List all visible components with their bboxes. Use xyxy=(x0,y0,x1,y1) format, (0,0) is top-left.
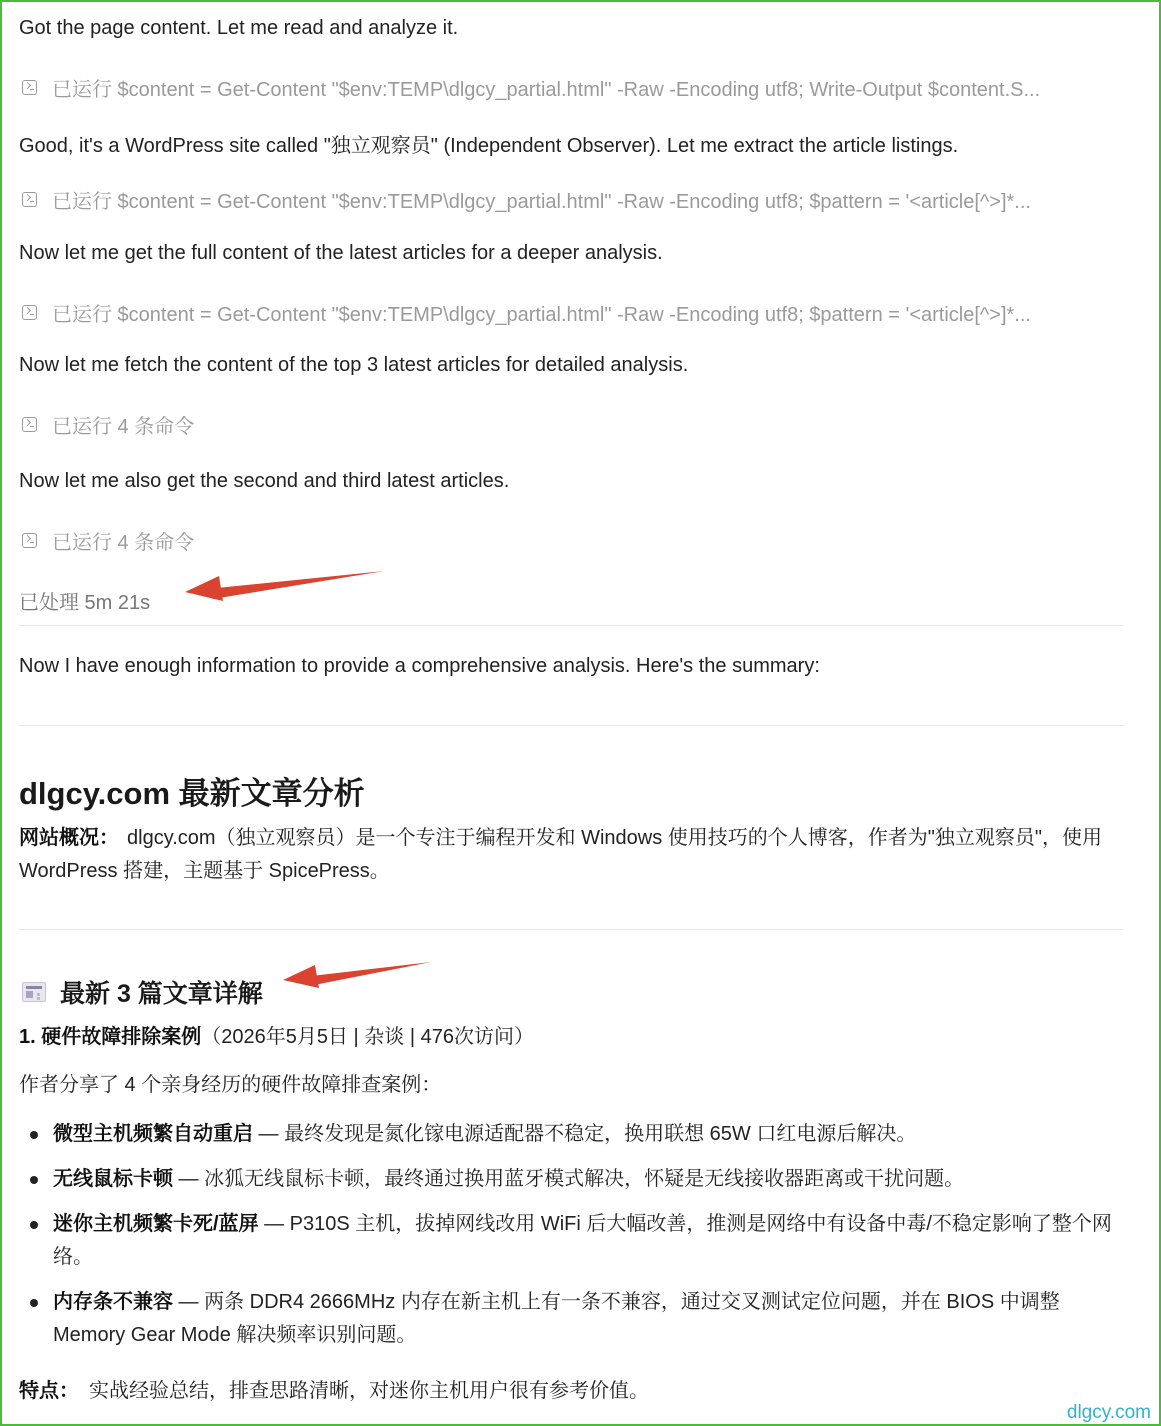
annotation-arrow xyxy=(185,568,385,602)
article-title: 1. 硬件故障排除案例 xyxy=(19,1026,202,1048)
divider xyxy=(19,725,1123,726)
article-meta: （2026年5月5日 | 杂谈 | 476次访问） xyxy=(201,1026,534,1048)
assistant-message: Got the page content. Let me read and analyze it. xyxy=(19,17,459,39)
command-row[interactable] xyxy=(22,185,1031,214)
item-text: — 冰狐无线鼠标卡顿，最终通过换用蓝牙模式解决，怀疑是无线接收器距离或干扰问题。 xyxy=(173,1168,965,1190)
divider xyxy=(19,929,1123,930)
newspaper-icon xyxy=(22,982,46,1002)
terminal-icon xyxy=(22,192,37,207)
command-text: 已运行 $content = Get-Content "$env:TEMP\dlgcy_partial.html" -Raw -Encoding utf8; $pattern = '<article[^>]*... xyxy=(52,191,1031,213)
command-row[interactable] xyxy=(22,73,1040,102)
command-row[interactable] xyxy=(22,298,1031,327)
article-intro: 作者分享了 4 个亲身经历的硬件故障排查案例： xyxy=(19,1074,442,1096)
list-item xyxy=(19,1286,1129,1352)
item-title: 无线鼠标卡顿 xyxy=(53,1168,173,1190)
assistant-message: Now let me get the full content of the latest articles for a deeper analysis. xyxy=(19,242,663,264)
command-group-row[interactable] xyxy=(22,410,194,439)
command-group-text: 已运行 4 条命令 xyxy=(52,532,195,554)
assistant-message: Now let me also get the second and third latest articles. xyxy=(19,470,510,492)
list-item xyxy=(19,1208,1129,1274)
assistant-message: Good, it's a WordPress site called "独立观察员" (Independent Observer). Let me extract the article listings. xyxy=(19,135,959,157)
annotation-arrow xyxy=(283,960,433,990)
terminal-icon xyxy=(22,417,37,432)
section-heading-text: 最新 3 篇文章详解 xyxy=(60,980,263,1008)
terminal-icon xyxy=(22,80,37,95)
terminal-icon xyxy=(22,305,37,320)
command-group-text: 已运行 4 条命令 xyxy=(52,416,195,438)
case-list xyxy=(19,1118,1129,1352)
section-heading xyxy=(22,974,263,1010)
command-text: 已运行 $content = Get-Content "$env:TEMP\dlgcy_partial.html" -Raw -Encoding utf8; Write-Output $content.S... xyxy=(52,79,1041,101)
item-title: 微型主机频繁自动重启 xyxy=(53,1123,253,1145)
item-text: — 最终发现是氮化镓电源适配器不稳定，换用联想 65W 口红电源后解决。 xyxy=(253,1123,917,1145)
item-title: 内存条不兼容 xyxy=(53,1291,173,1313)
watermark: dlgcy.com xyxy=(1066,1402,1151,1423)
list-item xyxy=(19,1118,1129,1151)
assistant-message: Now let me fetch the content of the top 3 latest articles for detailed analysis. xyxy=(19,354,689,376)
processed-duration-toggle[interactable]: 已处理 5m 21s xyxy=(19,592,151,614)
summary-intro: Now I have enough information to provide a comprehensive analysis. Here's the summary: xyxy=(19,655,820,677)
feature-label: 特点： xyxy=(19,1380,79,1402)
list-item xyxy=(19,1163,1129,1196)
command-group-row[interactable] xyxy=(22,526,194,555)
report-title: dlgcy.com 最新文章分析 xyxy=(19,776,365,811)
site-overview xyxy=(19,822,1129,888)
command-text: 已运行 $content = Get-Content "$env:TEMP\dlgcy_partial.html" -Raw -Encoding utf8; $pattern = '<article[^>]*... xyxy=(52,304,1031,326)
item-text: — 两条 DDR4 2666MHz 内存在新主机上有一条不兼容，通过交叉测试定位问题，并在 BIOS 中调整 Memory Gear Mode 解决频率识别问题。 xyxy=(53,1291,1060,1346)
divider xyxy=(19,625,1123,626)
overview-label: 网站概况： xyxy=(19,827,119,849)
article-heading xyxy=(19,1021,1129,1054)
item-text: — P310S 主机，拔掉网线改用 WiFi 后大幅改善，推测是网络中有设备中毒/不稳定影响了整个网络。 xyxy=(53,1213,1112,1268)
overview-text: dlgcy.com（独立观察员）是一个专注于编程开发和 Windows 使用技巧的个人博客，作者为"独立观察员"，使用 WordPress 搭建，主题基于 SpicePress。 xyxy=(19,827,1102,882)
terminal-icon xyxy=(22,533,37,548)
feature-text: 实战经验总结，排查思路清晰，对迷你主机用户很有参考价值。 xyxy=(89,1380,649,1402)
article-feature xyxy=(19,1375,1129,1408)
item-title: 迷你主机频繁卡死/蓝屏 xyxy=(53,1213,259,1235)
